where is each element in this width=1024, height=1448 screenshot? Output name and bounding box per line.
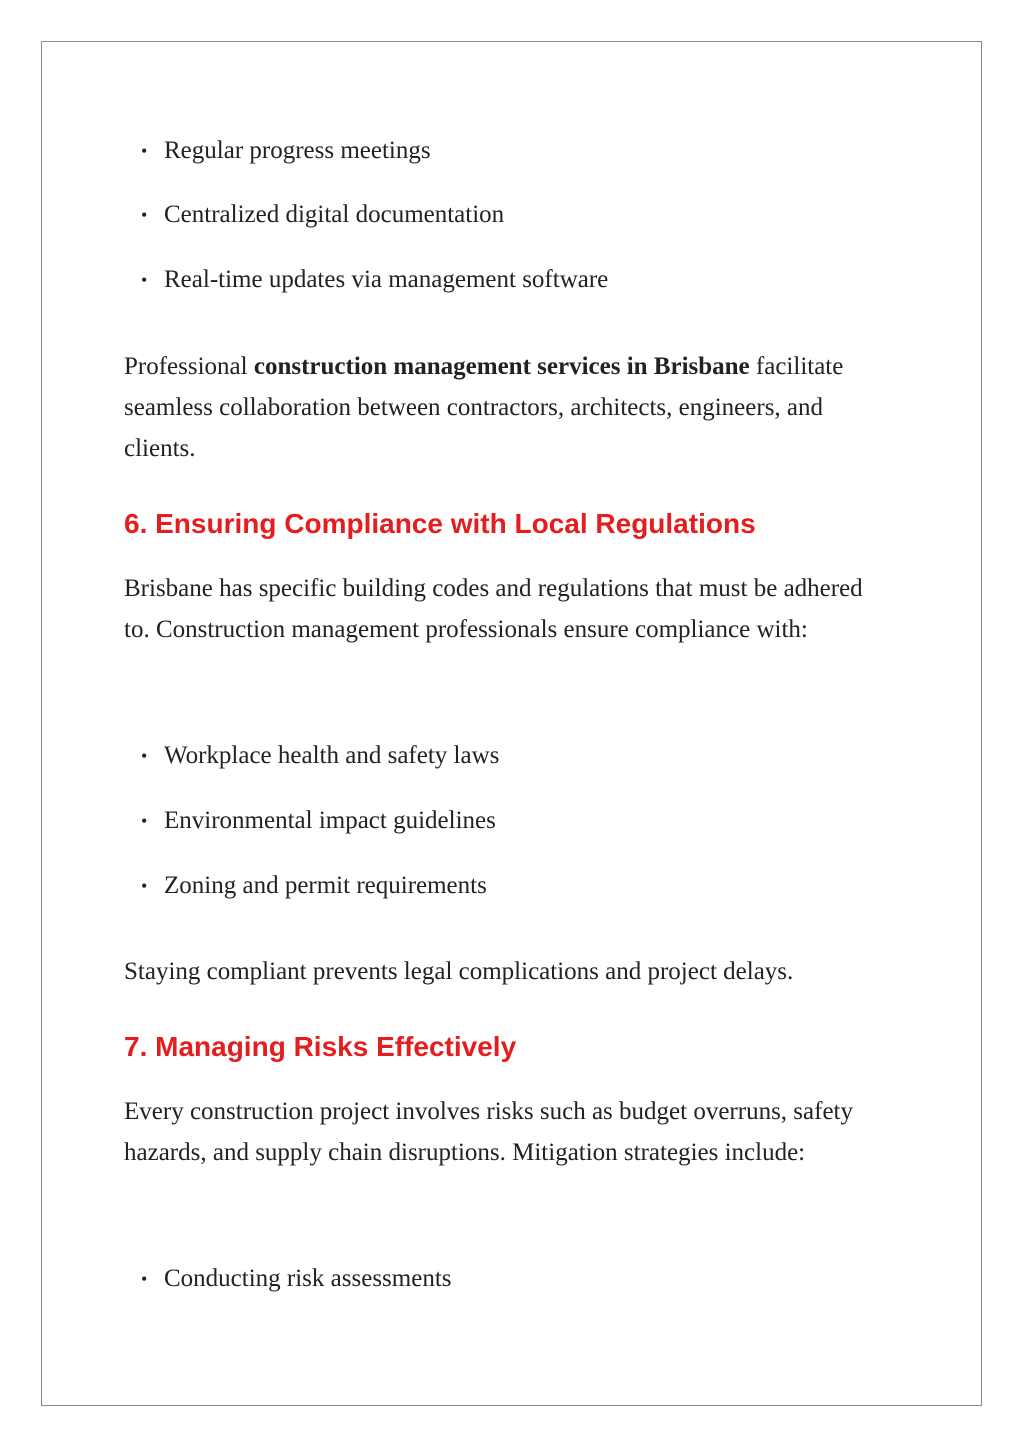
bullet-dot: • <box>141 811 148 831</box>
list-item <box>141 200 505 230</box>
section-heading: 6. Ensuring Compliance with Local Regulations <box>124 508 756 539</box>
paragraph-collaboration <box>124 346 884 469</box>
paragraph-intro: Every construction project involves risks such as budget overruns, safety hazards, and supply chain disruptions. Mitigation strategies include: <box>124 1098 853 1166</box>
section-heading: 7. Managing Risks Effectively <box>124 1031 517 1062</box>
bullet-dot: • <box>141 141 148 161</box>
bold-phrase: construction management services in Brisbane <box>253 353 750 380</box>
bullet-dot: • <box>141 876 148 896</box>
paragraph-intro: Brisbane has specific building codes and regulations that must be adhered to. Construction management professionals ensure compliance with: <box>124 575 863 643</box>
list-item-text: Environmental impact guidelines <box>164 807 496 834</box>
list-item-text: Real-time updates via management software <box>164 266 609 293</box>
page-frame <box>41 41 982 1406</box>
list-item <box>141 265 609 295</box>
list-item <box>141 806 496 836</box>
list-item <box>141 871 487 901</box>
list-item-text: Regular progress meetings <box>164 137 431 164</box>
list-item-text: Conducting risk assessments <box>164 1265 452 1292</box>
list-item <box>141 741 500 771</box>
list-item-text: Zoning and permit requirements <box>164 872 487 899</box>
paragraph-text: Professional <box>124 353 254 380</box>
bullet-dot: • <box>141 746 148 766</box>
list-item <box>141 136 431 166</box>
list-item <box>141 1264 452 1294</box>
bullet-dot: • <box>141 270 148 290</box>
bullet-dot: • <box>141 205 148 225</box>
list-item-text: Centralized digital documentation <box>164 201 505 228</box>
list-item-text: Workplace health and safety laws <box>164 742 500 769</box>
bullet-dot: • <box>141 1269 148 1289</box>
paragraph-text: facilitate seamless collaboration between contractors, architects, engineers, and clients. <box>124 353 844 462</box>
paragraph-outro: Staying compliant prevents legal complications and project delays. <box>124 958 794 985</box>
